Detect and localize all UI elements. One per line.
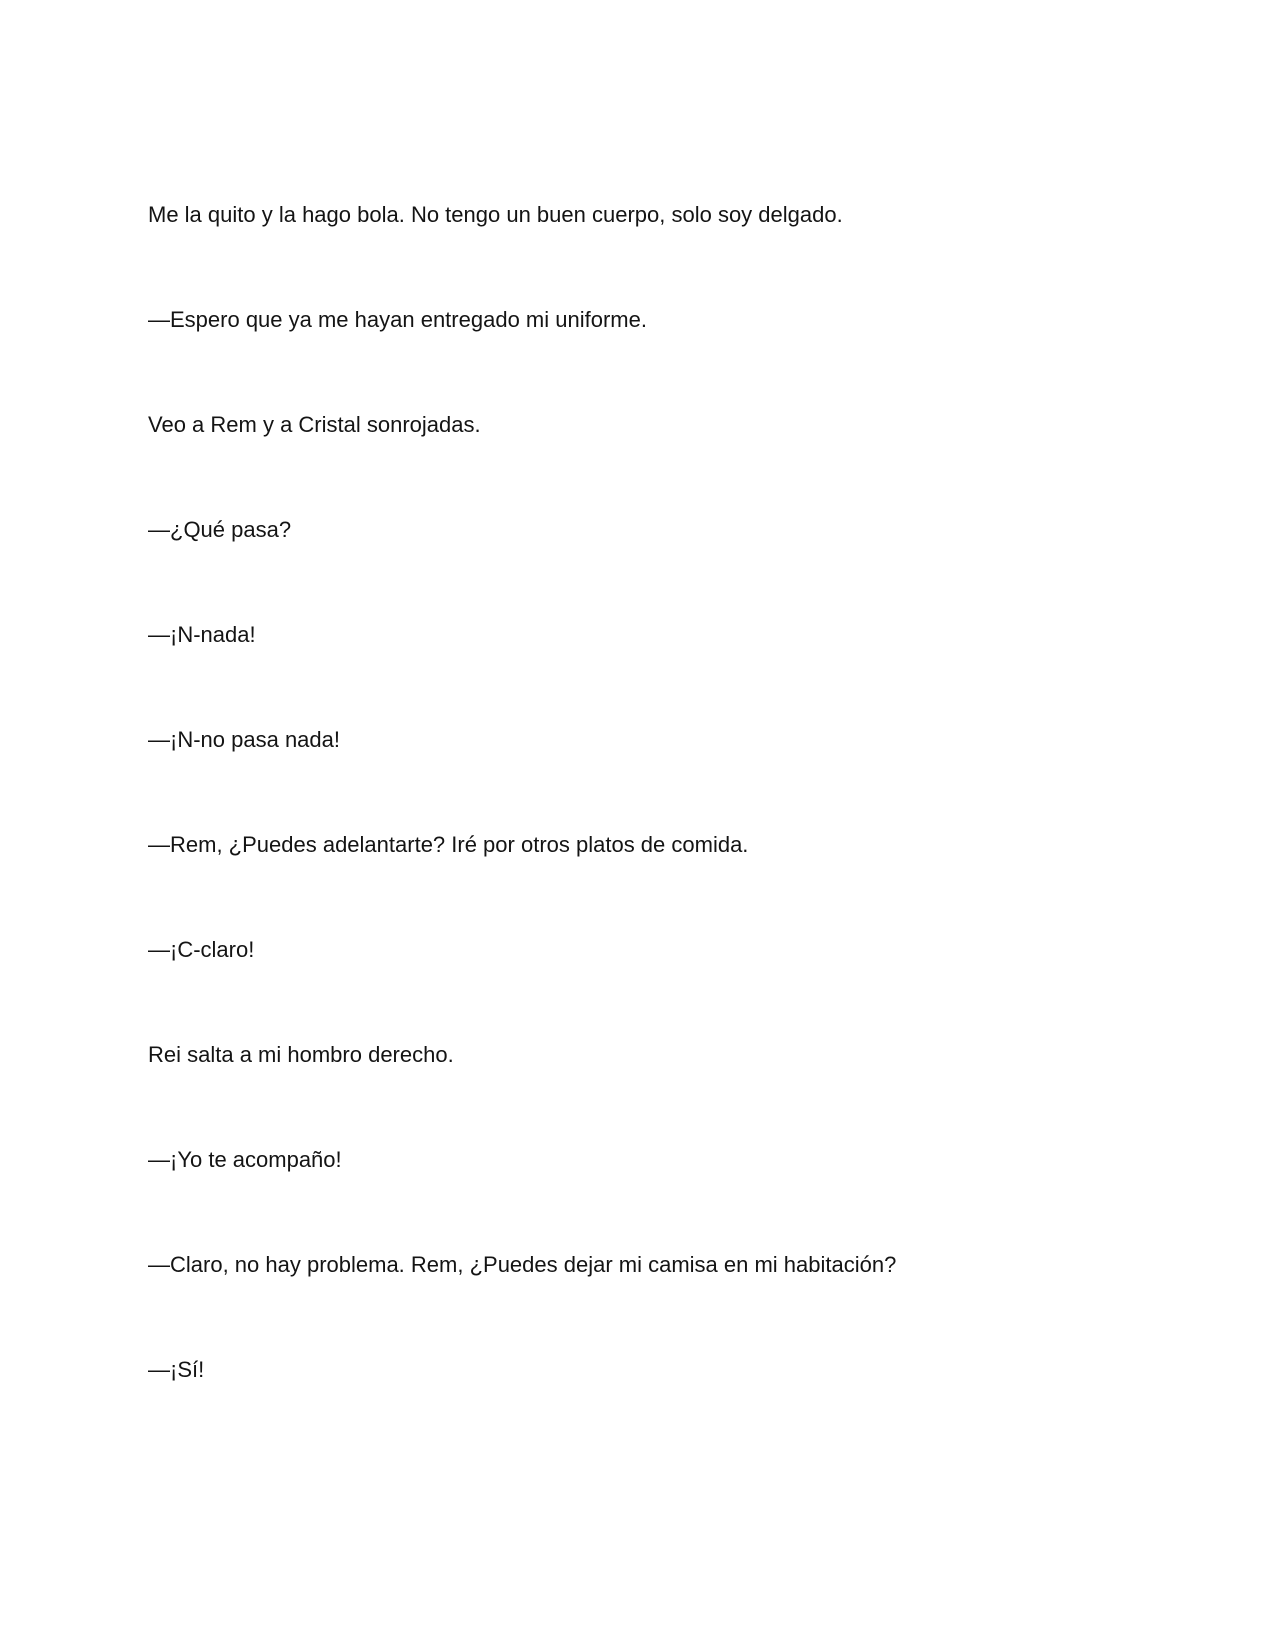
paragraph: —¡N-nada! xyxy=(148,622,256,647)
paragraph: —¡Sí! xyxy=(148,1357,205,1382)
paragraph: Me la quito y la hago bola. No tengo un buen cuerpo, solo soy delgado. xyxy=(148,202,843,227)
paragraph: —¡C-claro! xyxy=(148,937,255,962)
paragraph: —Espero que ya me hayan entregado mi uniforme. xyxy=(148,307,647,332)
paragraph: —¡N-no pasa nada! xyxy=(148,727,340,752)
paragraph: —¡Yo te acompaño! xyxy=(148,1147,342,1172)
paragraph: —¿Qué pasa? xyxy=(148,517,292,542)
paragraph: —Claro, no hay problema. Rem, ¿Puedes dejar mi camisa en mi habitación? xyxy=(148,1252,897,1277)
paragraph: Veo a Rem y a Cristal sonrojadas. xyxy=(148,412,481,437)
paragraph: Rei salta a mi hombro derecho. xyxy=(148,1042,454,1067)
paragraph: —Rem, ¿Puedes adelantarte? Iré por otros platos de comida. xyxy=(148,832,749,857)
